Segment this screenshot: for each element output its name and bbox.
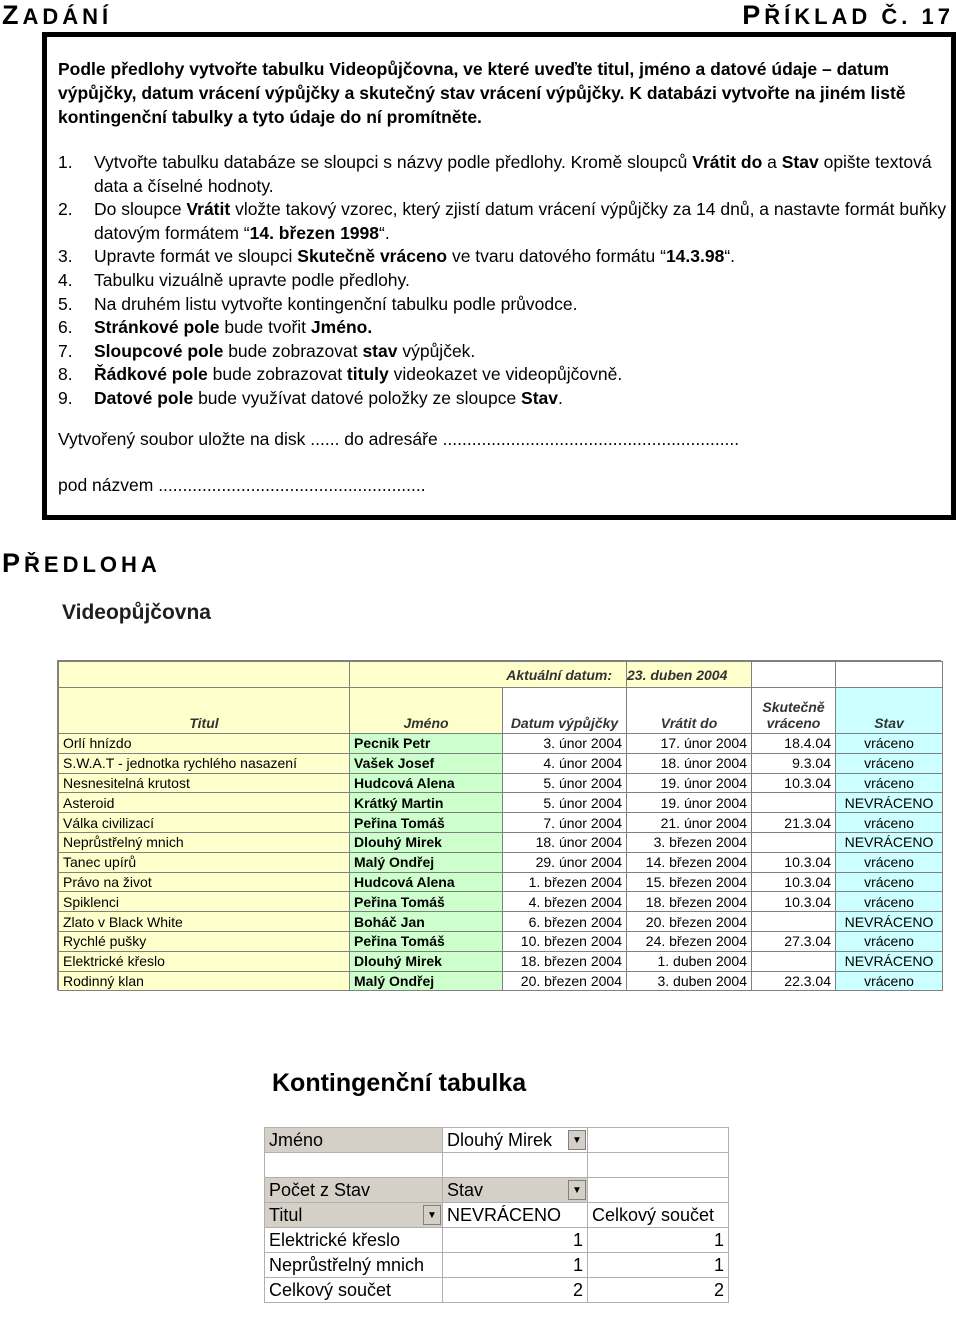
cell-jmeno[interactable]: Boháč Jan (350, 912, 503, 932)
cell-titul[interactable]: Zlato v Black White (59, 912, 350, 932)
cell-stav[interactable]: vráceno (836, 872, 943, 892)
pivot-value[interactable]: 1 (443, 1228, 588, 1253)
step-number: 9. (58, 387, 73, 408)
page-header (0, 0, 960, 30)
dropdown-arrow-icon[interactable]: ▼ (423, 1205, 441, 1225)
pivot-table-area (264, 1065, 728, 1305)
step-text: Vytvořte tabulku databáze se sloupci s názvy podle předlohy. Kromě sloupců (94, 152, 693, 172)
task-intro: Podle předlohy vytvořte tabulku Videopůjčovna, ve které uveďte titul, jméno a datové údaje – datum výpůjčky, datum vrácení výpůjčky a skutečný stav vrácení výpůjčky. K databázi vytvořte na jiném listě kontingenční tabulky a tyto údaje do ní promítněte. (58, 59, 906, 127)
cell-stav[interactable]: vráceno (836, 813, 943, 833)
step-text: bude zobrazovat (207, 364, 347, 385)
pivot-row-label[interactable]: Elektrické křeslo (265, 1228, 443, 1253)
cell-titul[interactable]: Asteroid (59, 793, 350, 813)
cell-vratit-do[interactable]: 14. březen 2004 (627, 852, 752, 872)
step-keyword: Datové pole (94, 387, 194, 408)
pivot-value[interactable]: 1 (588, 1228, 729, 1253)
pivot-empty-cell (588, 1128, 729, 1153)
step-number: 4. (58, 269, 73, 290)
current-date-value[interactable]: 23. duben 2004 (627, 662, 752, 688)
task-step (58, 316, 948, 340)
cell-titul[interactable]: S.W.A.T - jednotka rychlého nasazení (59, 753, 350, 773)
pivot-value[interactable]: 2 (443, 1278, 588, 1303)
pivot-page-field-dropdown[interactable] (443, 1128, 588, 1153)
step-number: 7. (58, 340, 73, 361)
step-keyword: Stránkové pole (94, 317, 220, 338)
cell-datum-vypujcky[interactable]: 29. únor 2004 (503, 852, 627, 872)
date-cell-empty (836, 662, 943, 688)
predloha-heading: PŘEDLOHA (2, 548, 161, 578)
cell-vratit-do[interactable]: 18. únor 2004 (627, 753, 752, 773)
step-number: 8. (58, 364, 73, 385)
pivot-header-row (265, 1203, 729, 1228)
step-text: vložte takový vzorec, který zjistí datum vrácení výpůjčky za 14 dnů, a nastavte formát buňky datovým formátem “ (94, 199, 947, 243)
cell-skutecne-vraceno[interactable] (752, 832, 836, 852)
step-keyword: Stav (521, 387, 559, 408)
cell-datum-vypujcky[interactable]: 10. březen 2004 (503, 931, 627, 951)
cell-datum-vypujcky[interactable]: 4. únor 2004 (503, 753, 627, 773)
cell-jmeno[interactable]: Hudcová Alena (350, 773, 503, 793)
save-line: Vytvořený soubor uložte na disk ...... do adresáře ............................................................. (58, 429, 740, 449)
step-text: “. (379, 222, 390, 243)
pivot-page-field-value: Dlouhý Mirek (447, 1129, 553, 1150)
pivot-page-row (265, 1128, 729, 1153)
cell-skutecne-vraceno[interactable] (752, 951, 836, 971)
pivot-col-field-dropdown[interactable] (443, 1178, 588, 1203)
cell-datum-vypujcky[interactable]: 18. březen 2004 (503, 951, 627, 971)
step-text: . (558, 387, 563, 408)
cell-titul[interactable]: Neprůstřelný mnich (59, 832, 350, 852)
sheet-title: Videopůjčovna (62, 601, 211, 624)
cell-vratit-do[interactable]: 3. březen 2004 (627, 832, 752, 852)
column-header-vratit-do[interactable]: Vrátit do (627, 688, 752, 734)
step-number: 3. (58, 246, 73, 267)
pivot-col-item[interactable]: NEVRÁCENO (443, 1203, 588, 1228)
step-text: bude využívat datové položky ze sloupce (193, 387, 522, 408)
cell-jmeno[interactable]: Peřina Tomáš (350, 892, 503, 912)
cell-jmeno[interactable]: Hudcová Alena (350, 872, 503, 892)
cell-jmeno[interactable]: Pecnik Petr (350, 734, 503, 754)
pivot-data-row (265, 1178, 729, 1203)
cell-jmeno[interactable]: Peřina Tomáš (350, 813, 503, 833)
step-text: Na druhém listu vytvořte kontingenční tabulku podle průvodce. (94, 293, 578, 314)
cell-stav[interactable]: vráceno (836, 931, 943, 951)
task-step (58, 245, 948, 269)
cell-vratit-do[interactable]: 21. únor 2004 (627, 813, 752, 833)
step-keyword: tituly (346, 364, 389, 385)
cell-jmeno[interactable]: Dlouhý Mirek (350, 951, 503, 971)
table-row (59, 951, 943, 971)
column-header-titul[interactable]: Titul (59, 688, 350, 734)
cell-jmeno[interactable]: Krátký Martin (350, 793, 503, 813)
step-keyword: 14.3.98 (665, 246, 725, 267)
column-header-jmeno[interactable]: Jméno (350, 688, 503, 734)
step-keyword: Vrátit (186, 199, 231, 220)
cell-jmeno[interactable]: Peřina Tomáš (350, 931, 503, 951)
pivot-row-field-label: Titul (269, 1204, 303, 1225)
table-row (59, 832, 943, 852)
cell-datum-vypujcky[interactable]: 18. únor 2004 (503, 832, 627, 852)
table-row (59, 753, 943, 773)
cell-stav[interactable]: NEVRÁCENO (836, 912, 943, 932)
header-zadani: ZADÁNÍ (2, 0, 113, 30)
pivot-value[interactable]: 1 (443, 1253, 588, 1278)
pivot-row-field-dropdown[interactable] (265, 1203, 443, 1228)
task-box (42, 32, 956, 520)
task-step (58, 363, 948, 387)
table-row (59, 931, 943, 951)
step-text: a (762, 152, 782, 172)
cell-vratit-do[interactable]: 20. březen 2004 (627, 912, 752, 932)
step-keyword: Skutečně vráceno (297, 246, 448, 267)
cell-skutecne-vraceno[interactable]: 10.3.04 (752, 773, 836, 793)
pivot-title: Kontingenční tabulka (272, 1069, 527, 1097)
table-row (59, 912, 943, 932)
step-number: 6. (58, 317, 73, 338)
cell-stav[interactable]: NEVRÁCENO (836, 951, 943, 971)
step-text: Upravte formát ve sloupci (94, 246, 298, 267)
step-text: Tabulku vizuálně upravte podle předlohy. (94, 269, 410, 290)
rental-table (58, 661, 943, 991)
step-text: Do sloupce (94, 199, 187, 220)
cell-vratit-do[interactable]: 1. duben 2004 (627, 951, 752, 971)
dropdown-arrow-icon[interactable]: ▼ (568, 1130, 586, 1150)
column-header-stav[interactable]: Stav (836, 688, 943, 734)
table-row (59, 892, 943, 912)
cell-titul[interactable]: Tanec upírů (59, 852, 350, 872)
cell-titul[interactable]: Právo na život (59, 872, 350, 892)
cell-jmeno[interactable]: Malý Ondřej (350, 971, 503, 991)
date-cell-empty (752, 662, 836, 688)
pivot-grand-total-col-header[interactable]: Celkový součet (588, 1203, 729, 1228)
step-keyword: Stav (781, 152, 819, 172)
step-text: videokazet ve videopůjčovně. (388, 364, 623, 385)
cell-vratit-do[interactable]: 18. březen 2004 (627, 892, 752, 912)
cell-titul[interactable]: Rychlé pušky (59, 931, 350, 951)
step-keyword: Sloupcové pole (94, 340, 224, 361)
column-header-skutecne-vraceno[interactable]: Skutečně vráceno (752, 688, 836, 734)
cell-skutecne-vraceno[interactable]: 27.3.04 (752, 931, 836, 951)
cell-datum-vypujcky[interactable]: 3. únor 2004 (503, 734, 627, 754)
cell-stav[interactable]: vráceno (836, 773, 943, 793)
cell-stav[interactable]: vráceno (836, 971, 943, 991)
task-step (58, 151, 948, 198)
cell-skutecne-vraceno[interactable]: 10.3.04 (752, 892, 836, 912)
cell-datum-vypujcky[interactable]: 6. březen 2004 (503, 912, 627, 932)
cell-stav[interactable]: NEVRÁCENO (836, 832, 943, 852)
step-text: bude zobrazovat (223, 340, 363, 361)
table-row (59, 773, 943, 793)
pivot-empty-cell (588, 1153, 729, 1178)
cell-titul[interactable]: Nesnesitelná krutost (59, 773, 350, 793)
cell-skutecne-vraceno[interactable]: 10.3.04 (752, 872, 836, 892)
pivot-col-field-label: Stav (447, 1179, 484, 1200)
column-header-datum-vypujcky[interactable]: Datum výpůjčky (503, 688, 627, 734)
cell-skutecne-vraceno[interactable]: 9.3.04 (752, 753, 836, 773)
step-keyword: Řádkové pole (94, 364, 208, 385)
pivot-row-label[interactable]: Neprůstřelný mnich (265, 1253, 443, 1278)
step-keyword: stav (362, 340, 398, 361)
cell-stav[interactable]: vráceno (836, 852, 943, 872)
cell-vratit-do[interactable]: 3. duben 2004 (627, 971, 752, 991)
rental-sheet (57, 660, 941, 990)
cell-vratit-do[interactable]: 19. únor 2004 (627, 773, 752, 793)
header-row (59, 688, 943, 734)
step-text: “. (724, 246, 736, 267)
task-steps (58, 151, 948, 411)
cell-skutecne-vraceno[interactable] (752, 793, 836, 813)
table-row (59, 852, 943, 872)
task-step (58, 293, 948, 317)
pivot-data-row (265, 1253, 729, 1278)
cell-stav[interactable]: vráceno (836, 892, 943, 912)
cell-skutecne-vraceno[interactable]: 21.3.04 (752, 813, 836, 833)
pivot-blank-row (265, 1153, 729, 1178)
table-row (59, 793, 943, 813)
cell-datum-vypujcky[interactable]: 5. únor 2004 (503, 793, 627, 813)
pivot-grand-total-row (265, 1278, 729, 1303)
pivot-row-label[interactable]: Celkový součet (265, 1278, 443, 1303)
cell-vratit-do[interactable]: 17. únor 2004 (627, 734, 752, 754)
step-text: opište textová data a číselné hodnoty. (94, 152, 932, 196)
pivot-data-field-label[interactable]: Počet z Stav (265, 1178, 443, 1203)
step-text: ve tvaru datového formátu “ (447, 246, 666, 267)
step-keyword: Jméno. (310, 317, 373, 338)
date-row (59, 662, 943, 688)
table-row (59, 872, 943, 892)
step-number: 2. (58, 199, 73, 220)
cell-titul[interactable]: Spiklenci (59, 892, 350, 912)
cell-datum-vypujcky[interactable]: 7. únor 2004 (503, 813, 627, 833)
pivot-empty-cell (588, 1178, 729, 1203)
date-cell-empty (59, 662, 350, 688)
table-row (59, 971, 943, 991)
cell-datum-vypujcky[interactable]: 1. březen 2004 (503, 872, 627, 892)
step-text: bude tvořit (219, 317, 311, 338)
pivot-value[interactable]: 1 (588, 1253, 729, 1278)
cell-titul[interactable]: Rodinný klan (59, 971, 350, 991)
step-number: 5. (58, 293, 73, 314)
pivot-empty-cell (443, 1153, 588, 1178)
cell-skutecne-vraceno[interactable] (752, 912, 836, 932)
cell-stav[interactable]: vráceno (836, 734, 943, 754)
cell-jmeno[interactable]: Vašek Josef (350, 753, 503, 773)
cell-skutecne-vraceno[interactable]: 10.3.04 (752, 852, 836, 872)
header-priklad: PŘÍKLAD Č. 17 (742, 0, 954, 30)
task-step (58, 269, 948, 293)
step-keyword: 14. březen 1998 (249, 222, 379, 243)
cell-vratit-do[interactable]: 15. březen 2004 (627, 872, 752, 892)
cell-datum-vypujcky[interactable]: 5. únor 2004 (503, 773, 627, 793)
cell-skutecne-vraceno[interactable]: 18.4.04 (752, 734, 836, 754)
cell-datum-vypujcky[interactable]: 4. březen 2004 (503, 892, 627, 912)
cell-stav[interactable]: vráceno (836, 753, 943, 773)
cell-vratit-do[interactable]: 24. březen 2004 (627, 931, 752, 951)
step-keyword: Vrátit do (692, 152, 763, 172)
table-row (59, 734, 943, 754)
cell-titul[interactable]: Orlí hnízdo (59, 734, 350, 754)
cell-jmeno[interactable]: Malý Ondřej (350, 852, 503, 872)
pivot-value[interactable]: 2 (588, 1278, 729, 1303)
table-row (59, 813, 943, 833)
pivot-grid (264, 1127, 729, 1303)
pivot-empty-cell (265, 1153, 443, 1178)
current-date-label[interactable]: Aktuální datum: (350, 662, 627, 688)
pivot-page-field-label[interactable]: Jméno (265, 1128, 443, 1153)
name-line: pod názvem ....................................................... (58, 475, 426, 495)
task-step (58, 387, 948, 411)
dropdown-arrow-icon[interactable]: ▼ (568, 1180, 586, 1200)
step-text: výpůjček. (397, 340, 476, 361)
cell-skutecne-vraceno[interactable]: 22.3.04 (752, 971, 836, 991)
task-step (58, 198, 948, 245)
step-number: 1. (58, 152, 73, 172)
cell-jmeno[interactable]: Dlouhý Mirek (350, 832, 503, 852)
cell-vratit-do[interactable]: 19. únor 2004 (627, 793, 752, 813)
cell-stav[interactable]: NEVRÁCENO (836, 793, 943, 813)
pivot-data-row (265, 1228, 729, 1253)
task-step (58, 340, 948, 364)
cell-titul[interactable]: Válka civilizací (59, 813, 350, 833)
cell-titul[interactable]: Elektrické křeslo (59, 951, 350, 971)
cell-datum-vypujcky[interactable]: 20. březen 2004 (503, 971, 627, 991)
